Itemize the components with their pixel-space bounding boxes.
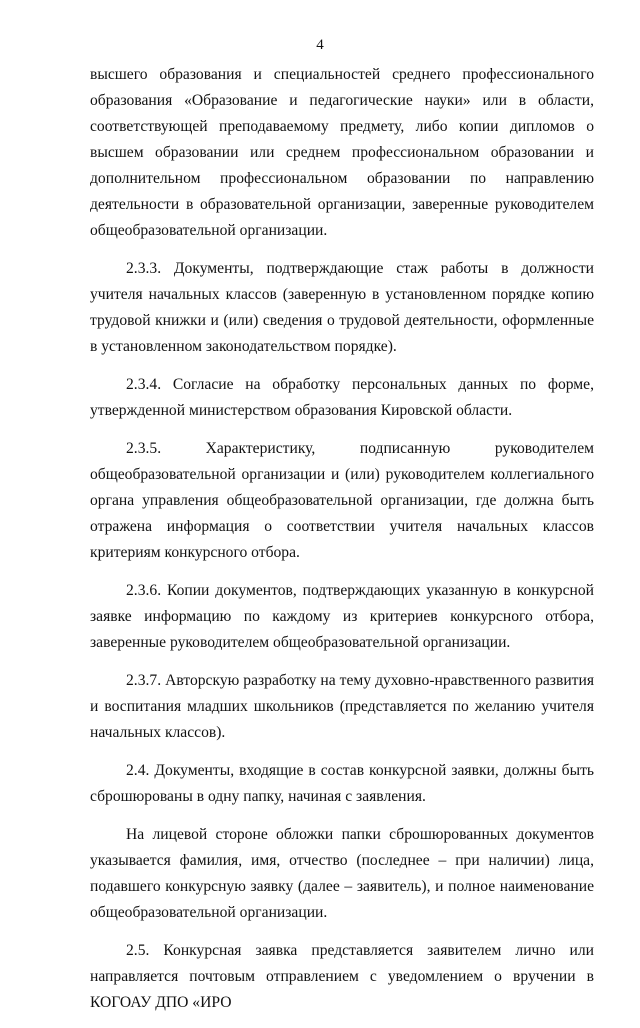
paragraph-2-3-6: 2.3.6. Копии документов, подтверждающих указанную в конкурсной заявке информацию по каждому из критериев конкурсного отбора, заверенные руководителем общеобразовательной организации. (90, 582, 594, 651)
paragraph-continuation: высшего образования и специальностей среднего профессионального образования «Образование и педагогические науки» или в области, соответствующей преподаваемому предмету, либо копии дипломов о высшем образовании или среднем профессиональном образовании и дополнительном профессиональном образовании по направлению деятельности в образовательной организации, заверенные руководителем общеобразовательной организации. (90, 66, 594, 239)
paragraph-2-3-3: 2.3.3. Документы, подтверждающие стаж работы в должности учителя начальных классов (заверенную в установленном порядке копию трудовой книжки и (или) сведения о трудовой деятельности, оформленные в установленном законодательством порядке). (90, 260, 594, 355)
document-body (90, 62, 594, 1028)
paragraph-2-4: 2.4. Документы, входящие в состав конкурсной заявки, должны быть сброшюрованы в одну папку, начиная с заявления. (90, 762, 594, 805)
paragraph-2-3-4: 2.3.4. Согласие на обработку персональных данных по форме, утвержденной министерством образования Кировской области. (90, 376, 594, 419)
paragraph-2-3-5: 2.3.5. Характеристику, подписанную руководителем общеобразовательной организации и (или) руководителем коллегиального органа управления общеобразовательной организации, где должна быть отражена информация о соответствии учителя начальных классов критериям конкурсного отбора. (90, 440, 594, 561)
paragraph-2-5: 2.5. Конкурсная заявка представляется заявителем лично или направляется почтовым отправлением с уведомлением о вручении в КОГОАУ ДПО «ИРО (90, 942, 594, 1011)
paragraph-2-3-7: 2.3.7. Авторскую разработку на тему духовно-нравственного развития и воспитания младших школьников (представляется по желанию учителя начальных классов). (90, 672, 594, 741)
paragraph-cover-note: На лицевой стороне обложки папки сброшюрованных документов указывается фамилия, имя, отчество (последнее – при наличии) лица, подавшего конкурсную заявку (далее – заявитель), и полное наименование общеобразовательной организации. (90, 826, 594, 921)
page-number: 4 (316, 37, 324, 53)
